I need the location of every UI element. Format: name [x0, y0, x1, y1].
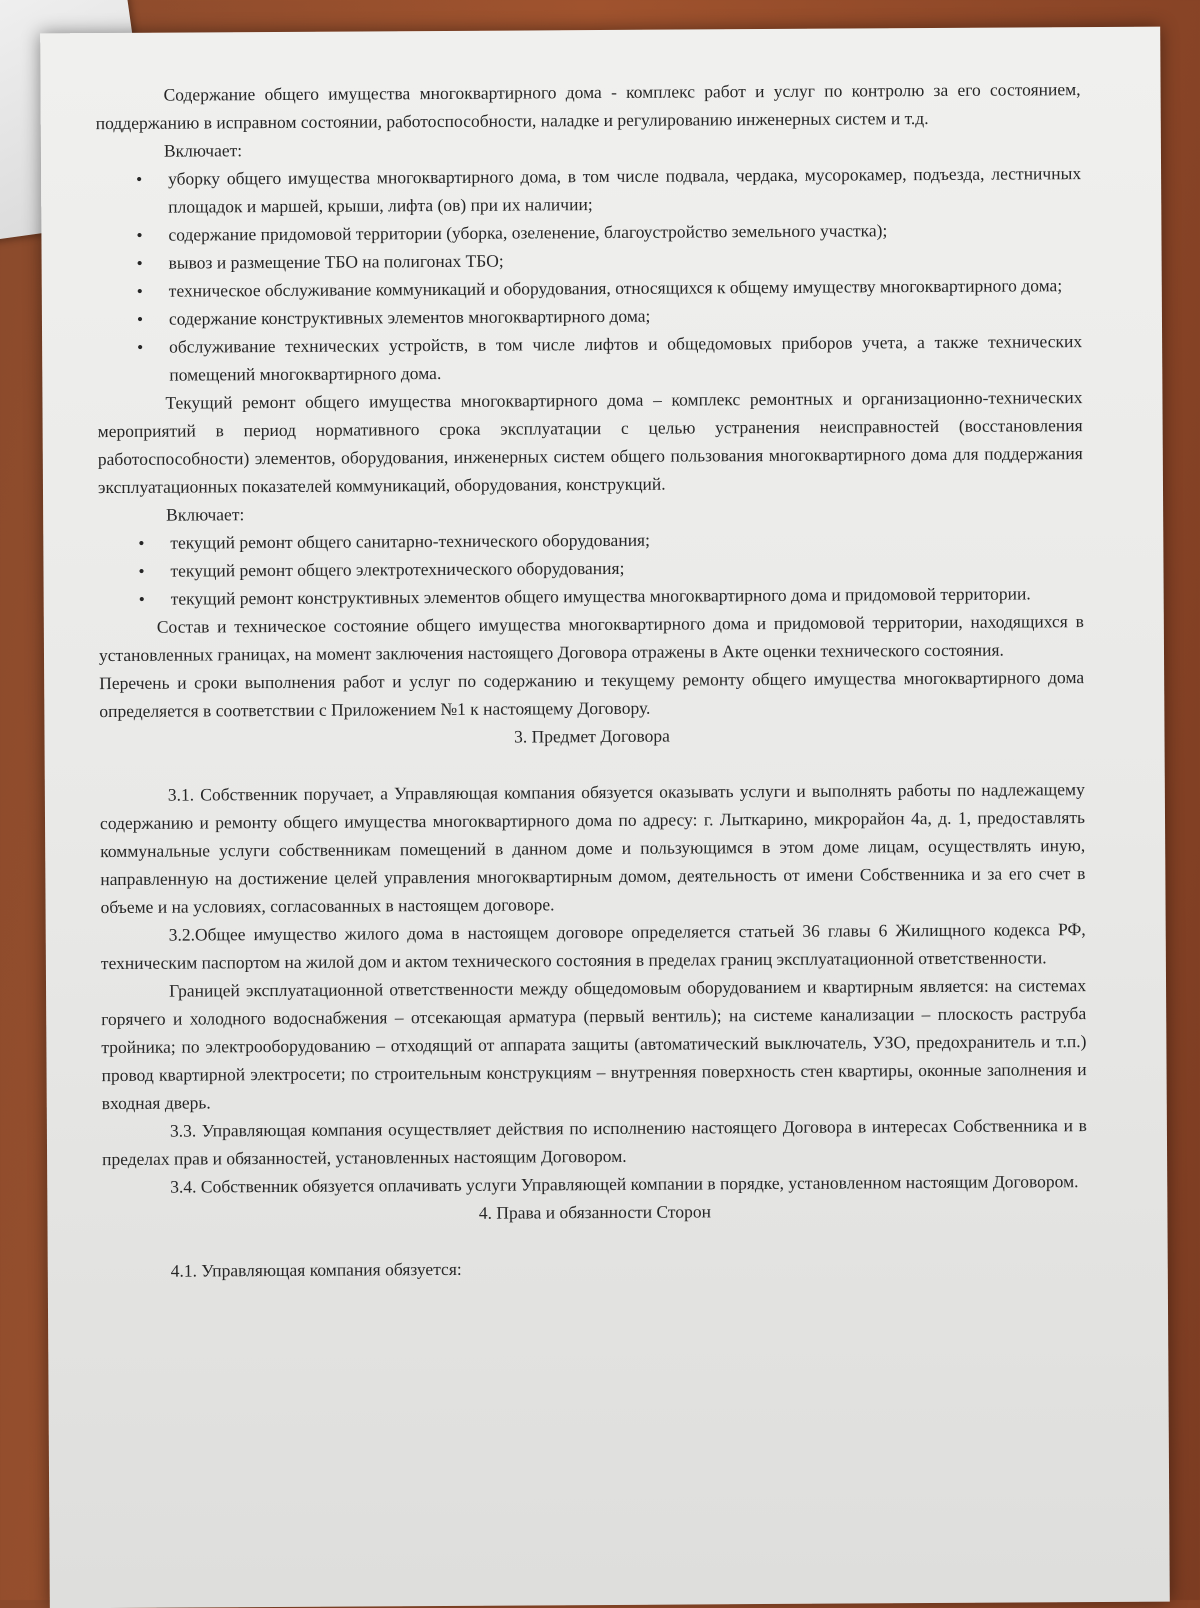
- maintenance-list: [96, 159, 1082, 389]
- bullet-icon: •: [136, 308, 144, 329]
- bullet-icon: •: [138, 588, 145, 609]
- document-page: [40, 27, 1170, 1608]
- list-item: • текущий ремонт общего санитарно-технического оборудования;: [98, 523, 1083, 557]
- bullet-icon: •: [138, 560, 145, 581]
- list-item: • содержание придомовой территории (уборка, озеленение, благоустройство земельного участка);: [96, 215, 1081, 249]
- repair-list: [98, 523, 1083, 613]
- clause-boundary: Границей эксплуатационной ответственности между общедомовым оборудованием и квартирным является: на системах горячего и холодного водоснабжения – отсекающая арматура (первый вентиль); на системе канализации – плоскость раструба тройника; по электрооборудованию – отходящий от аппарата защиты (автоматический выключатель, УЗО, предохранитель и т.п.) провод квартирной электросети; по строительным конструкциям – внутренняя поверхность стен квартиры, оконные заполнения и входная дверь.: [101, 975, 1087, 1114]
- list-item: • текущий ремонт общего электротехнического оборудования;: [98, 551, 1083, 585]
- paragraph-works-list: Перечень и сроки выполнения работ и услуг по содержанию и текущему ремонту общего имущества многоквартирного дома определяется в соответствии с Приложением №1 к настоящему Договору.: [99, 667, 1085, 722]
- clause-3-4: 3.4. Собственник обязуется оплачивать услуги Управляющей компании в порядке, установленном настоящим Договором.: [170, 1171, 1079, 1197]
- bullet-icon: •: [137, 336, 144, 357]
- paragraph-repair-definition: Текущий ремонт общего имущества многоквартирного дома – комплекс ремонтных и организационно-технических мероприятий в период нормативного срока эксплуатации с целью устранения неисправностей (восстановления работоспособности) элементов, оборудования, инженерных систем общего пользования многоквартирного дома для поддержания эксплуатационных показателей коммуникаций, оборудования, конструкций.: [97, 387, 1083, 498]
- list-item: • текущий ремонт конструктивных элементов общего имущества многоквартирного дома и придомовой территории.: [99, 579, 1084, 613]
- clause-3-2: 3.2.Общее имущество жилого дома в настоящем договоре определяется статьей 36 главы 6 Жилищного кодекса РФ, техническим паспортом на жилой дом и актом технического состояния в пределах границ эксплуатационной ответственности.: [100, 919, 1086, 974]
- list-item: • уборку общего имущества многоквартирного дома, в том числе подвала, чердака, мусорокамер, подъезда, лестничных площадок и маршей, крыши, лифта (ов) при их наличии;: [136, 163, 1082, 217]
- bullet-icon: •: [136, 168, 143, 189]
- bullet-icon: •: [138, 532, 145, 553]
- bullet-icon: •: [136, 280, 143, 301]
- list-item: • вывоз и размещение ТБО на полигонах ТБО;: [97, 243, 1082, 277]
- list-item: • обслуживание технических устройств, в том числе лифтов и общедомовых приборов учета, а также технических помещений многоквартирного дома.: [137, 331, 1083, 385]
- clause-4-1: 4.1. Управляющая компания обязуется:: [170, 1258, 462, 1281]
- section-heading-3: 3. Предмет Договора: [514, 725, 670, 747]
- bullet-icon: •: [136, 252, 143, 273]
- document-body: [95, 75, 1087, 1285]
- list-item: • содержание конструктивных элементов многоквартирного дома;: [97, 299, 1082, 333]
- clause-3-1: 3.1. Собственник поручает, а Управляющая компания обязуется оказывать услуги и выполнять работы по надлежащему содержанию и ремонту общего имущества многоквартирного дома по адресу: г. Лыткарино, микрорайон 4а, д. 1, предоставлять коммунальные услуги собственникам помещений в данном доме и пользующимся в этом доме лицам, осуществлять иную, направленную на достижение целей управления многоквартирным домом, деятельность от имени Собственника и за его счет в объеме и на условиях, согласованных в настоящем договоре.: [99, 779, 1086, 918]
- includes-label: Включает:: [166, 504, 245, 525]
- section-heading-4: 4. Права и обязанности Сторон: [478, 1201, 712, 1223]
- bullet-icon: •: [136, 224, 143, 245]
- includes-label: Включает:: [163, 140, 243, 161]
- paragraph-maintenance-definition: Содержание общего имущества многоквартирного дома - комплекс работ и услуг по контролю за его состоянием, поддержанию в исправном состоянии, работоспособности, наладке и регулированию инженерных систем и т.д.: [95, 79, 1081, 134]
- list-item: • техническое обслуживание коммуникаций и оборудования, относящихся к общему имуществу многоквартирного дома;: [97, 271, 1082, 305]
- paragraph-composition: Состав и техническое состояние общего имущества многоквартирного дома и придомовой территории, находящихся в установленных границах, на момент заключения настоящего Договора отражены в Акте оценки технического состояния.: [98, 611, 1084, 666]
- clause-3-3: 3.3. Управляющая компания осуществляет действия по исполнению настоящего Договора в интересах Собственника и в пределах прав и обязанностей, установленных настоящим Договором.: [102, 1115, 1087, 1170]
